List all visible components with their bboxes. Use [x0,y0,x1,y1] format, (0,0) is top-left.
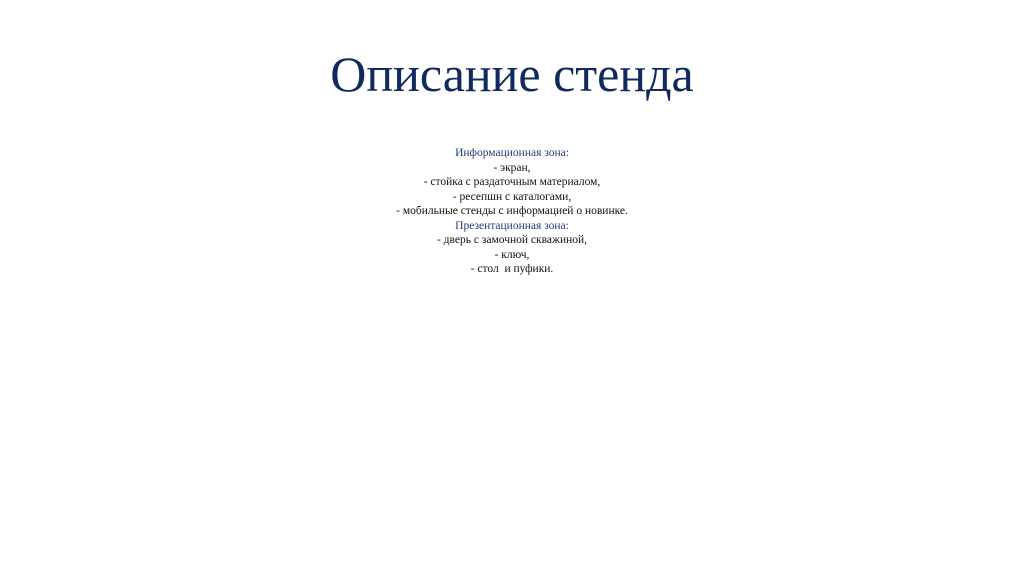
list-item-mobile-stands: - мобильные стенды с информацией о новинке. [396,205,628,217]
list-item-reception: - ресепшн с каталогами, [452,190,572,203]
list-item-screen: - экран, [493,161,531,174]
list-item-door: - дверь с замочной скважиной, [436,234,588,246]
section-heading-presentation: Презентационная зона: [455,219,569,232]
slide-title: Описание стенда [330,46,694,102]
slide-body [0,146,1024,277]
section-heading-information: Информационная зона: [455,147,569,159]
list-item-table: - стол и пуфики. [470,263,554,275]
section-presentation-zone [0,219,1024,277]
list-item-handout-stand: - стойка с раздаточным материалом, [423,176,601,188]
list-item-key: - ключ, [494,248,530,261]
section-information-zone [0,146,1024,219]
